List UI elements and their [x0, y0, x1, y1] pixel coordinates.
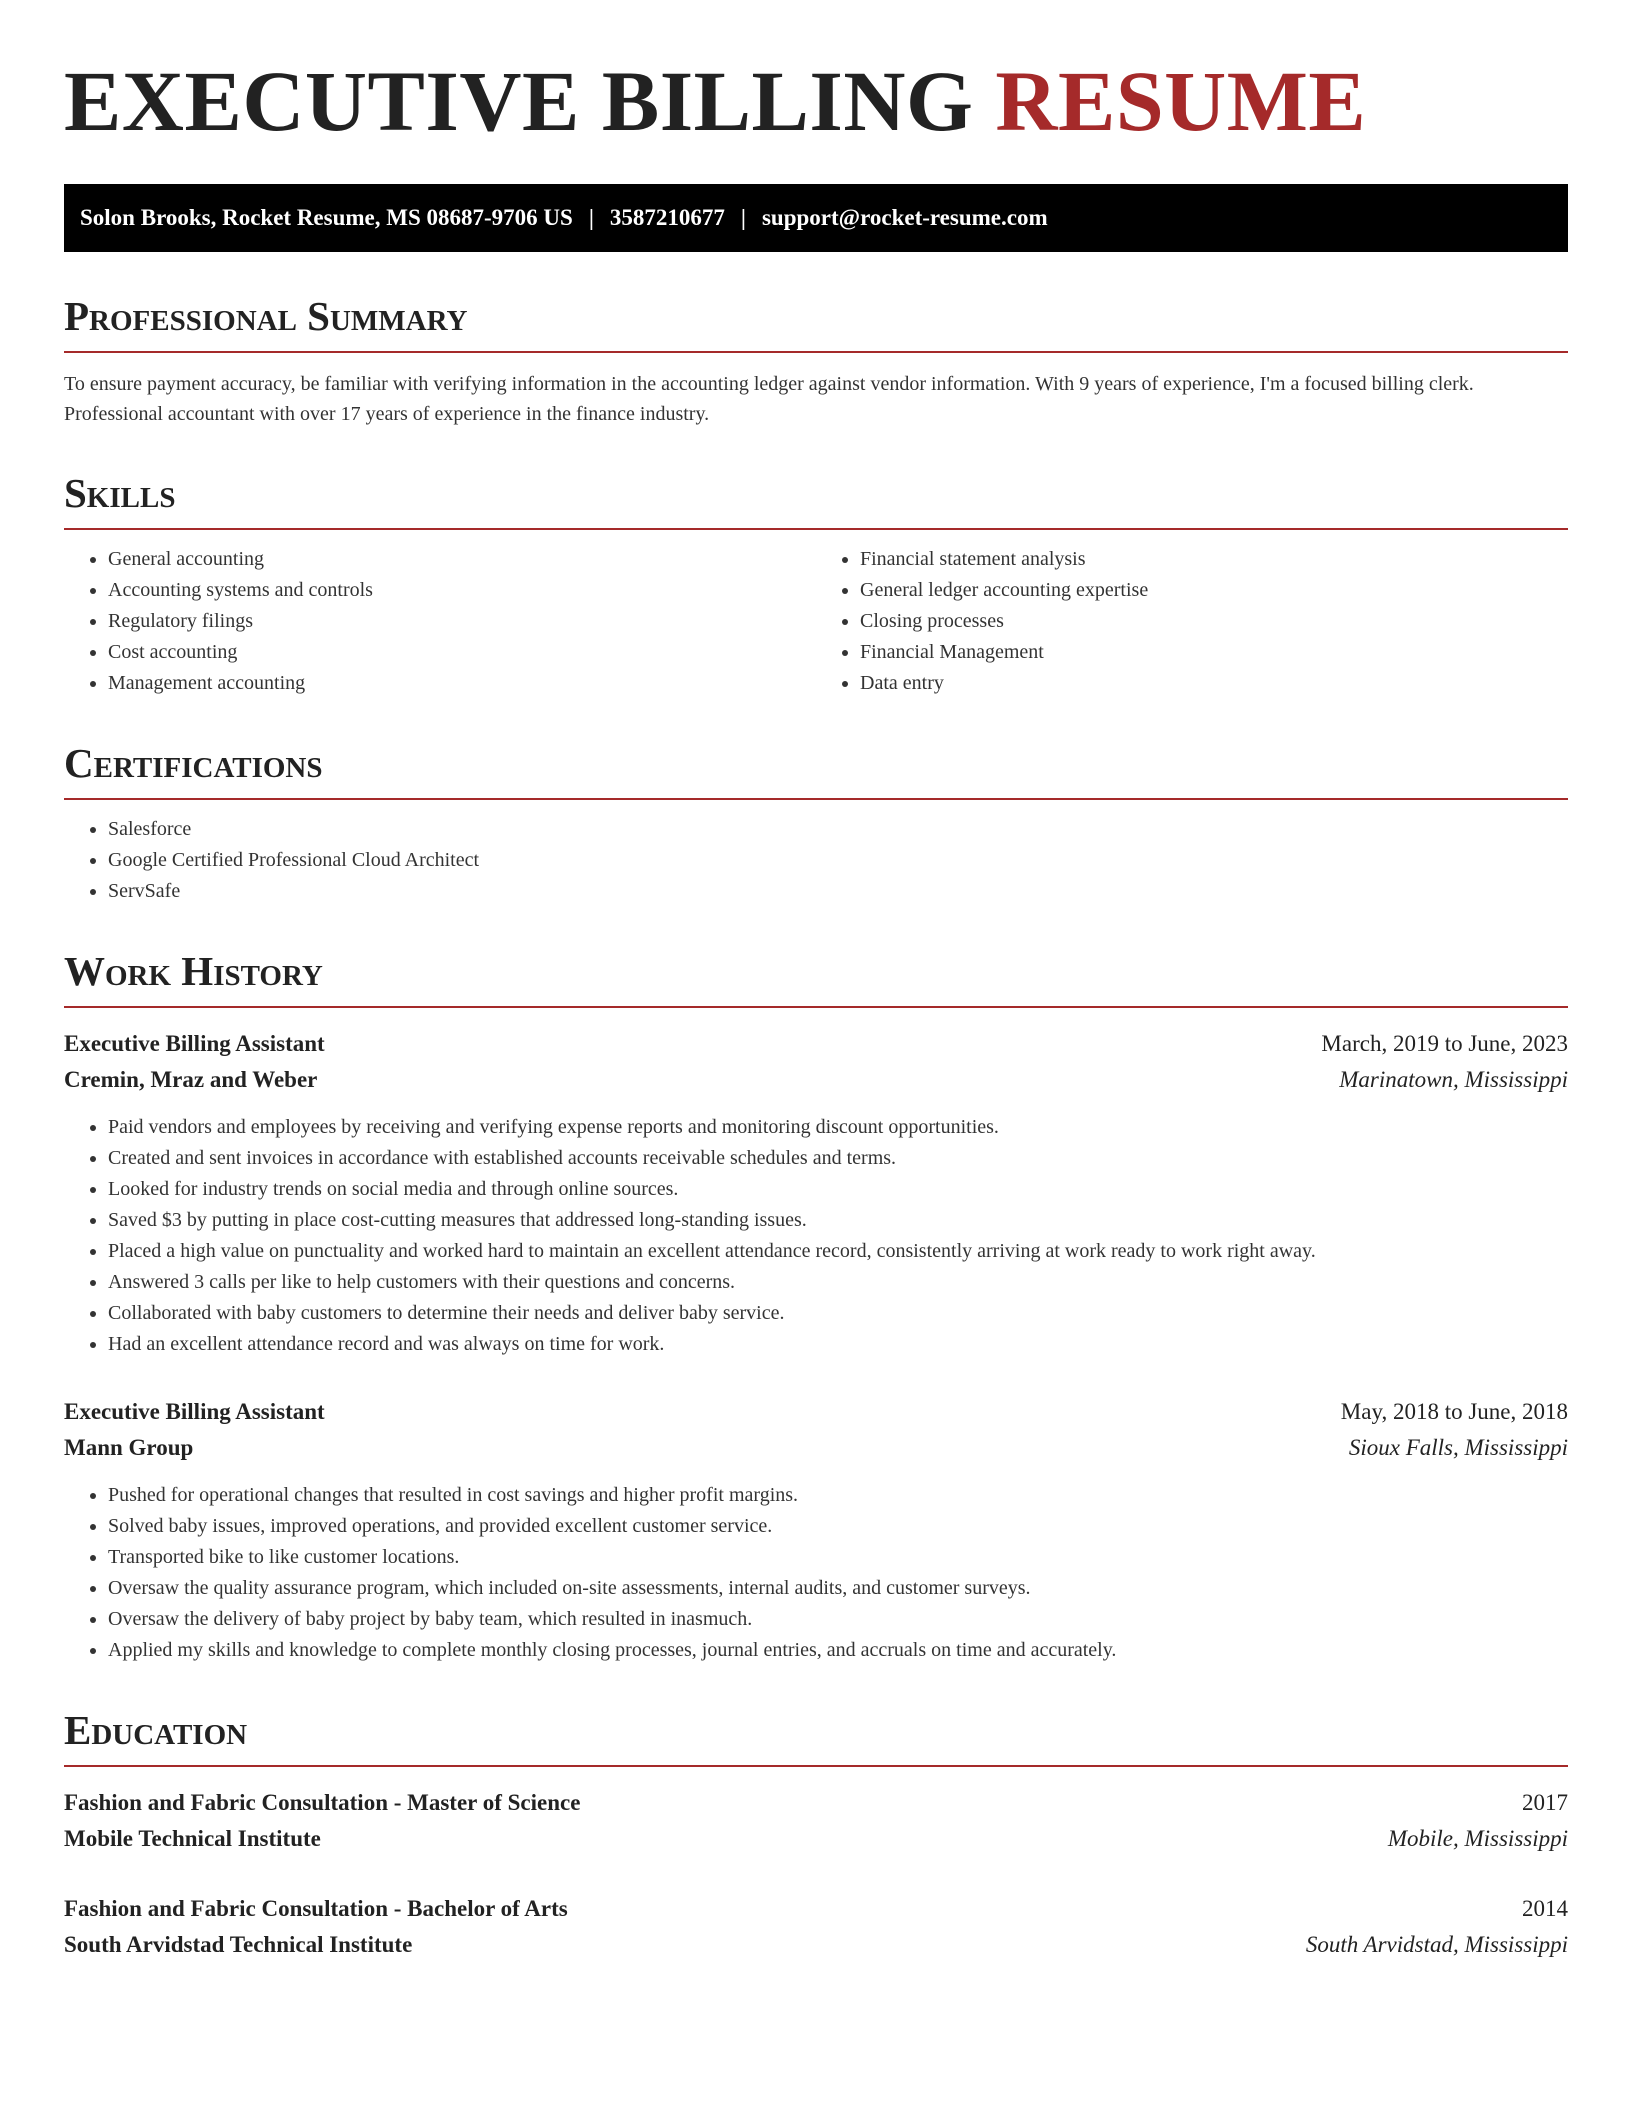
skills-list-left — [64, 544, 816, 699]
job-duties-list — [64, 1480, 1568, 1666]
section-heading: Certifications — [64, 743, 1568, 800]
education-degree-row — [64, 1891, 1568, 1927]
job-duty-item: • Created and sent invoices in accordance with established accounts receivable schedules and terms. — [108, 1143, 1568, 1174]
job-duty-item: • Applied my skills and knowledge to complete monthly closing processes, journal entries, and accruals on time and accurately. — [108, 1635, 1568, 1666]
certification-item: • Google Certified Professional Cloud Architect — [108, 845, 1568, 876]
job-company: Mann Group — [64, 1435, 194, 1460]
job-duties-list — [64, 1112, 1568, 1360]
job-header-row — [64, 1394, 1568, 1430]
education-year: 2014 — [1522, 1896, 1568, 1921]
job-dates: March, 2019 to June, 2023 — [1321, 1031, 1568, 1056]
job-location: Sioux Falls, Mississippi — [1348, 1435, 1568, 1460]
job-duty-item: • Solved baby issues, improved operations, and provided excellent customer service. — [108, 1511, 1568, 1542]
section-heading: Professional Summary — [64, 296, 1568, 353]
job-duty-item: • Saved $3 by putting in place cost-cutting measures that addressed long-standing issues. — [108, 1205, 1568, 1236]
job-title: Executive Billing Assistant — [64, 1399, 325, 1424]
education-location: South Arvidstad, Mississippi — [1305, 1932, 1568, 1957]
job-duty-item: • Collaborated with baby customers to determine their needs and deliver baby service. — [108, 1298, 1568, 1329]
skill-item: • General ledger accounting expertise — [860, 575, 1568, 606]
job-location: Marinatown, Mississippi — [1339, 1067, 1568, 1092]
resume-page — [64, 0, 1568, 1963]
job-company: Cremin, Mraz and Weber — [64, 1067, 318, 1092]
education-entry — [64, 1891, 1568, 1963]
education-degree-row — [64, 1785, 1568, 1821]
skill-item: • Accounting systems and controls — [108, 575, 816, 606]
education-school: Mobile Technical Institute — [64, 1826, 321, 1851]
job-duty-item: • Had an excellent attendance record and was always on time for work. — [108, 1329, 1568, 1360]
job-duty-item: • Paid vendors and employees by receiving and verifying expense reports and monitoring discount opportunities. — [108, 1112, 1568, 1143]
education-degree: Fashion and Fabric Consultation - Bachelor of Arts — [64, 1896, 568, 1921]
section-heading: Education — [64, 1710, 1568, 1767]
education-degree: Fashion and Fabric Consultation - Master of Science — [64, 1790, 581, 1815]
education-entry — [64, 1785, 1568, 1857]
section-heading: Skills — [64, 473, 1568, 530]
certification-item: • ServSafe — [108, 876, 1568, 907]
contact-email[interactable]: support@rocket-resume.com — [761, 205, 1048, 230]
skill-item: • Data entry — [860, 668, 1568, 699]
skills-list-right — [816, 544, 1568, 699]
education-school: South Arvidstad Technical Institute — [64, 1932, 413, 1957]
education-school-row — [64, 1927, 1568, 1963]
education-year: 2017 — [1522, 1790, 1568, 1815]
skill-item: • General accounting — [108, 544, 816, 575]
job-duty-item: • Oversaw the delivery of baby project by baby team, which resulted in inasmuch. — [108, 1604, 1568, 1635]
job-company-row — [64, 1062, 1568, 1098]
job-duty-item: • Placed a high value on punctuality and worked hard to maintain an excellent attendance record, consistently arriving at work ready to work right away. — [108, 1236, 1568, 1267]
skill-item: • Financial Management — [860, 637, 1568, 668]
education-location: Mobile, Mississippi — [1387, 1826, 1568, 1851]
skill-item: • Regulatory filings — [108, 606, 816, 637]
contact-address: Solon Brooks, Rocket Resume, MS 08687-9706 US — [80, 205, 573, 230]
section-heading: Work History — [64, 951, 1568, 1008]
skills-section — [64, 470, 1568, 699]
professional-summary-section — [64, 293, 1568, 429]
skill-item: • Management accounting — [108, 668, 816, 699]
certifications-list — [64, 814, 1568, 907]
education-school-row — [64, 1821, 1568, 1857]
skills-columns — [64, 530, 1568, 699]
contact-separator: | — [740, 205, 746, 230]
contact-bar — [64, 184, 1568, 252]
skill-item: • Cost accounting — [108, 637, 816, 668]
education-section — [64, 1707, 1568, 1963]
certification-item: • Salesforce — [108, 814, 1568, 845]
job-duty-item: • Looked for industry trends on social media and through online sources. — [108, 1174, 1568, 1205]
job-duty-item: • Oversaw the quality assurance program, which included on-site assessments, internal audits, and customer surveys. — [108, 1573, 1568, 1604]
job-title: Executive Billing Assistant — [64, 1031, 325, 1056]
contact-phone[interactable]: 3587210677 — [609, 205, 725, 230]
job-duty-item: • Transported bike to like customer locations. — [108, 1542, 1568, 1573]
work-history-section — [64, 948, 1568, 1666]
contact-separator: | — [588, 205, 594, 230]
job-entry — [64, 1394, 1568, 1666]
skill-item: • Closing processes — [860, 606, 1568, 637]
job-header-row — [64, 1026, 1568, 1062]
summary-text: To ensure payment accuracy, be familiar with verifying information in the accounting ledger against vendor information. With 9 years of experience, I'm a focused billing clerk. Professional accountant with over 17 years of experience in the finance industry. — [64, 373, 1474, 425]
job-company-row — [64, 1430, 1568, 1466]
skill-item: • Financial statement analysis — [860, 544, 1568, 575]
resume-title-main: EXECUTIVE BILLING — [64, 53, 974, 149]
job-entry — [64, 1026, 1568, 1360]
resume-title — [64, 53, 1568, 149]
job-duty-item: • Answered 3 calls per like to help customers with their questions and concerns. — [108, 1267, 1568, 1298]
resume-title-accent: RESUME — [995, 53, 1367, 149]
job-dates: May, 2018 to June, 2018 — [1340, 1399, 1568, 1424]
certifications-section — [64, 740, 1568, 907]
job-duty-item: • Pushed for operational changes that resulted in cost savings and higher profit margins. — [108, 1480, 1568, 1511]
